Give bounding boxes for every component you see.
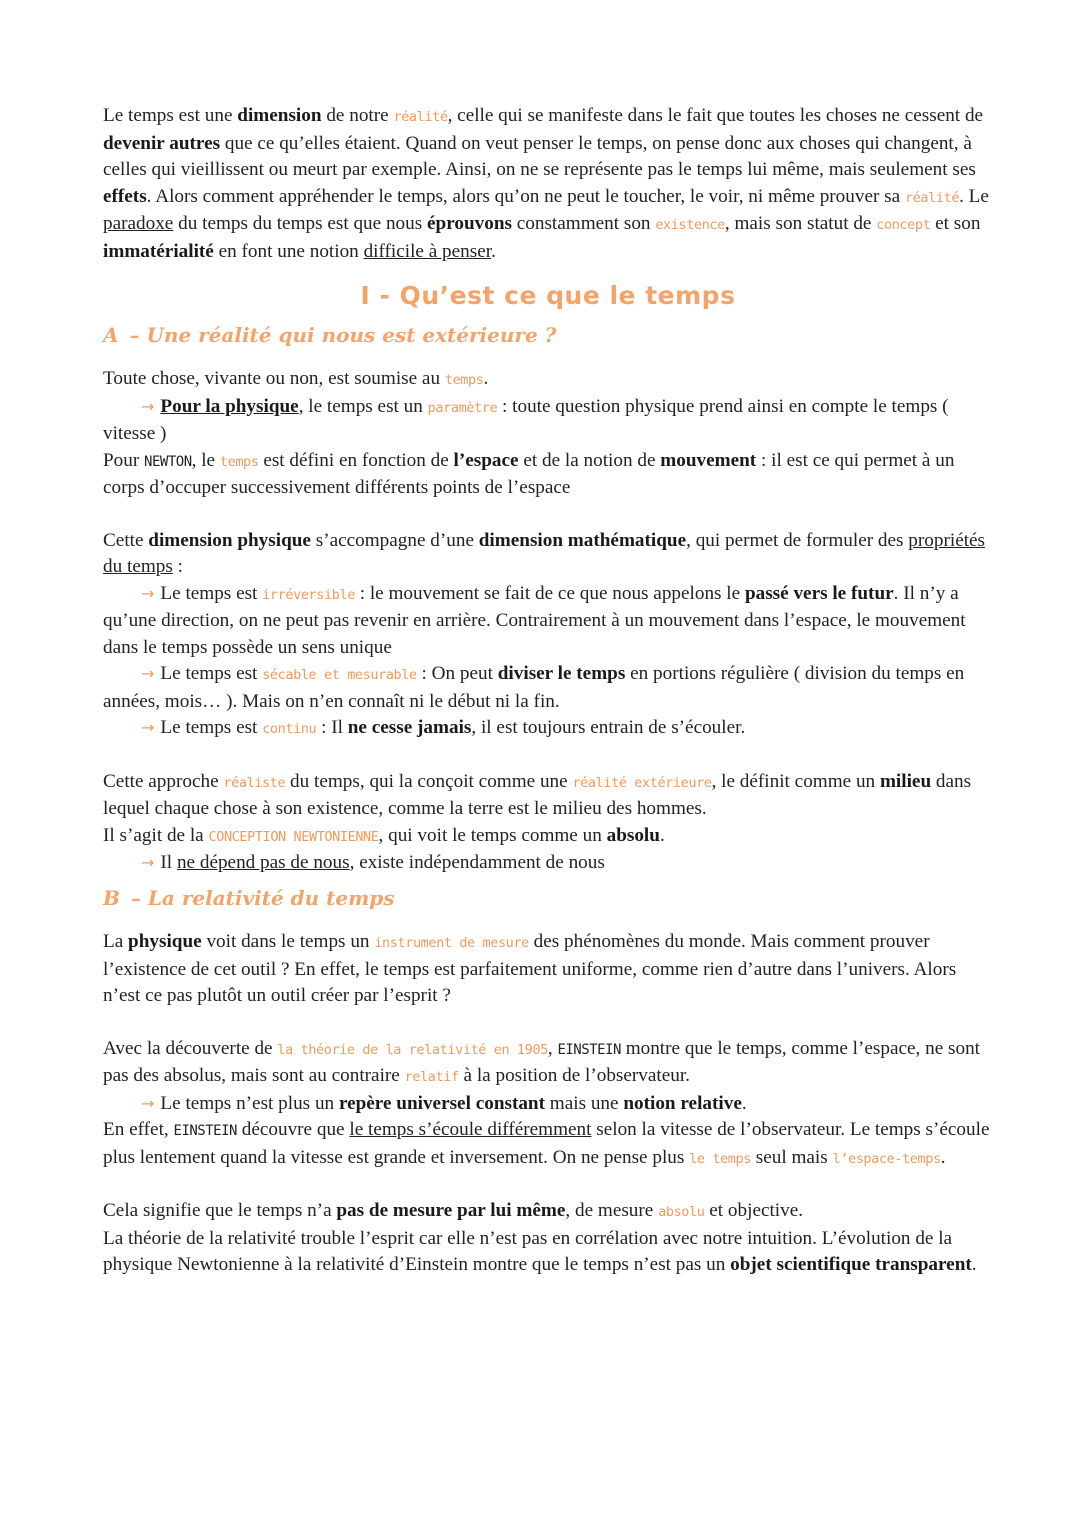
text: Cette <box>103 529 149 551</box>
highlight-text: réalité <box>904 189 960 206</box>
bold-text: milieu <box>879 770 932 792</box>
bold-text: physique <box>128 931 202 952</box>
highlight-text: réalité extérieure <box>572 774 712 791</box>
bold-text: ne cesse jamais <box>347 717 472 738</box>
text: des phénomènes du monde. Mais comment prouver l’existence de cet outil ? En effet, le temps est parfaitement uniforme, comme rien d’autre dans l’univers. Alors n’est ce pas plutôt un outil créer par l’esprit ? <box>103 931 957 1006</box>
highlight-text: continu <box>262 721 317 737</box>
bold-text: repère universel constant <box>338 1092 545 1114</box>
highlight-text: instrument de mesure <box>374 935 529 951</box>
text: Le temps est <box>160 582 263 604</box>
text: . Alors comment appréhender le temps, alors qu’on ne peut le toucher, le voir, ni même prouver sa <box>146 185 905 207</box>
bold-text: l’espace <box>453 449 519 471</box>
text: , celle qui se manifeste dans le fait que toutes les choses ne cessent de <box>447 105 984 126</box>
subsection-title: Une réalité qui nous est extérieure ? <box>146 322 557 347</box>
bold-text: immatérialité <box>103 240 214 262</box>
text: Cette approche <box>103 770 224 792</box>
highlight-text: la théorie de la relativité en 1905 <box>277 1041 548 1058</box>
text: Pour <box>103 449 145 471</box>
highlight-text: concept <box>876 217 931 233</box>
bold-underlined-text: Pour la physique <box>160 395 299 417</box>
text: : <box>172 556 183 577</box>
paragraph <box>103 366 993 394</box>
bold-text: objet scientifique transparent <box>730 1254 972 1275</box>
bullet-paragraph <box>103 715 993 743</box>
underlined-text: ne dépend pas de nous <box>176 852 350 873</box>
text: en portions régulière ( division du temps en années, mois… ). Mais on n’en connaît ni le début ni la fin. <box>103 663 965 712</box>
text: Il s’agit de la <box>103 824 209 846</box>
text: . <box>940 1146 946 1168</box>
text: Le temps est <box>160 717 263 738</box>
text: voit dans le temps un <box>201 931 375 952</box>
underlined-text: difficile à penser <box>363 240 492 262</box>
subsection-title: La relativité du temps <box>147 885 395 910</box>
paragraph <box>103 528 993 581</box>
text: s’accompagne d’une <box>310 529 479 551</box>
text: Avec la découverte de <box>103 1037 278 1059</box>
section-title: I - Qu’est ce que le temps <box>360 281 736 310</box>
paragraph <box>103 1117 993 1172</box>
text: montre que le temps, comme l’espace, ne sont pas des absolus, mais sont au contraire <box>103 1037 981 1086</box>
paragraph <box>103 929 993 1010</box>
document-page <box>103 103 993 1279</box>
bold-text: mouvement <box>660 449 757 471</box>
text: découvre que <box>236 1119 350 1140</box>
subsection-dash: – <box>130 885 141 910</box>
text: est défini en fonction de <box>258 449 454 471</box>
highlight-text: réalité <box>393 109 448 125</box>
subsection-a-heading <box>103 322 993 349</box>
highlight-text: relatif <box>404 1069 459 1085</box>
subsection-dash: – <box>129 322 140 347</box>
arrow-right-icon: → <box>141 396 155 416</box>
highlight-text: sécable et mesurable <box>262 667 417 683</box>
text: . Le <box>959 185 989 207</box>
highlight-text: existence <box>655 217 725 233</box>
text: du temps du temps est que nous <box>173 213 428 234</box>
text: , qui permet de formuler des <box>686 529 909 551</box>
bold-text: dimension <box>237 105 322 126</box>
text: que ce qu’elles étaient. Quand on veut penser le temps, on pense donc aux choses qui changent, à celles qui vieillissent ou meurt par exemple. Ainsi, on ne se représente pas le temps lui même, mais seulement ses <box>103 132 976 180</box>
arrow-right-icon: → <box>141 718 155 737</box>
text: . <box>741 1092 747 1114</box>
bold-text: éprouvons <box>427 213 512 234</box>
bullet-paragraph <box>103 850 993 877</box>
underlined-text: paradoxe <box>103 213 174 234</box>
subsection-letter: A <box>103 322 119 347</box>
name-text: EINSTEIN <box>557 1041 621 1058</box>
text: La <box>103 931 129 952</box>
text: constamment son <box>511 213 656 234</box>
text: , le définit comme un <box>711 770 880 792</box>
text: seul mais <box>750 1146 833 1168</box>
arrow-right-icon: → <box>141 1093 155 1113</box>
text: . <box>491 240 496 262</box>
highlight-text: réaliste <box>223 774 286 791</box>
bold-text: effets <box>103 185 147 207</box>
highlight-text: temps <box>444 372 484 388</box>
paragraph <box>103 1226 993 1279</box>
arrow-right-icon: → <box>141 664 155 683</box>
text: Cela signifie que le temps n’a <box>103 1200 337 1221</box>
text: . <box>483 368 489 389</box>
text: Toute chose, vivante ou non, est soumise au <box>103 368 445 389</box>
underlined-text: le temps s’écoule différemment <box>349 1119 592 1140</box>
subsection-b-heading <box>103 885 993 912</box>
text: Le temps est une <box>103 105 238 126</box>
subsection-letter: B <box>103 885 120 910</box>
text: , le <box>191 449 220 471</box>
underlined-text: propriétés du temps <box>103 529 986 577</box>
text: , il est toujours entrain de s’écouler. <box>471 717 746 738</box>
bullet-paragraph <box>103 581 993 662</box>
text: : toute question physique prend ainsi en compte le temps ( vitesse ) <box>103 395 949 444</box>
bold-text: absolu <box>606 824 660 846</box>
bullet-paragraph <box>103 394 993 448</box>
name-text: EINSTEIN <box>173 1123 237 1139</box>
highlight-text: paramètre <box>427 399 498 416</box>
paragraph <box>103 1198 993 1226</box>
bold-text: pas de mesure par lui même <box>336 1200 566 1221</box>
bold-text: dimension physique <box>148 529 311 551</box>
text: à la position de l’observateur. <box>458 1065 690 1086</box>
text: , qui voit le temps comme un <box>378 824 607 846</box>
highlight-text: absolu <box>658 1204 705 1220</box>
intro-paragraph <box>103 103 993 265</box>
text: et objective. <box>704 1200 804 1221</box>
text: Le temps n’est plus un <box>160 1092 339 1114</box>
text: . <box>971 1254 977 1275</box>
text: : le mouvement se fait de ce que nous appelons le <box>354 582 745 604</box>
bold-text: diviser le temps <box>497 663 626 684</box>
highlight-text: l’espace-temps <box>832 1150 941 1167</box>
text: . <box>659 824 665 846</box>
bullet-paragraph <box>103 1091 993 1118</box>
bold-text: notion relative <box>623 1092 742 1114</box>
text: , <box>547 1037 558 1059</box>
highlight-text: le temps <box>689 1150 751 1167</box>
text: selon la vitesse de l’observateur. Le temps s’écoule plus lentement quand la vitesse est grande et inversement. On ne pense plus <box>103 1119 990 1168</box>
bold-text: devenir autres <box>103 132 221 154</box>
text: mais une <box>545 1092 624 1114</box>
highlight-text: temps <box>219 453 259 470</box>
highlight-text: irréversible <box>262 586 355 603</box>
text: Le temps est <box>160 663 263 684</box>
text: En effet, <box>103 1119 174 1140</box>
bold-text: passé vers le futur <box>744 582 894 604</box>
text: : Il <box>316 717 348 738</box>
text: Il <box>160 852 177 873</box>
text: en font une notion <box>213 240 364 262</box>
highlight-text: CONCEPTION NEWTONIENNE <box>208 828 379 845</box>
name-text: NEWTON <box>144 453 192 470</box>
text: La théorie de la relativité trouble l’esprit car elle n’est pas en corrélation avec notre intuition. L’évolution de la physique Newtonienne à la relativité d’Einstein montre que le temps n’est pas un <box>103 1227 953 1275</box>
arrow-right-icon: → <box>141 853 155 872</box>
paragraph <box>103 823 993 851</box>
text: de notre <box>321 105 394 126</box>
text: , de mesure <box>565 1200 659 1221</box>
text: : On peut <box>416 663 498 684</box>
text: et son <box>930 213 981 234</box>
text: dans lequel chaque chose à son existence, comme la terre est le milieu des hommes. <box>103 770 972 819</box>
text: : il est ce qui permet à un corps d’occuper successivement différents points de l’espace <box>103 449 955 498</box>
text: et de la notion de <box>518 449 661 471</box>
text: du temps, qui la conçoit comme une <box>285 770 573 792</box>
bullet-paragraph <box>103 661 993 715</box>
arrow-right-icon: → <box>141 583 155 603</box>
text: . Il n’y a qu’une direction, on ne peut pas revenir en arrière. Contrairement à un mouvement dans l’espace, le mouvement dans le temps possède un sens unique <box>103 582 966 658</box>
bold-text: dimension mathématique <box>478 529 687 551</box>
text: , le temps est un <box>298 395 428 417</box>
text: , mais son statut de <box>724 213 877 234</box>
paragraph <box>103 1036 993 1091</box>
paragraph <box>103 769 993 823</box>
paragraph <box>103 448 993 502</box>
text: , existe indépendamment de nous <box>349 852 605 873</box>
